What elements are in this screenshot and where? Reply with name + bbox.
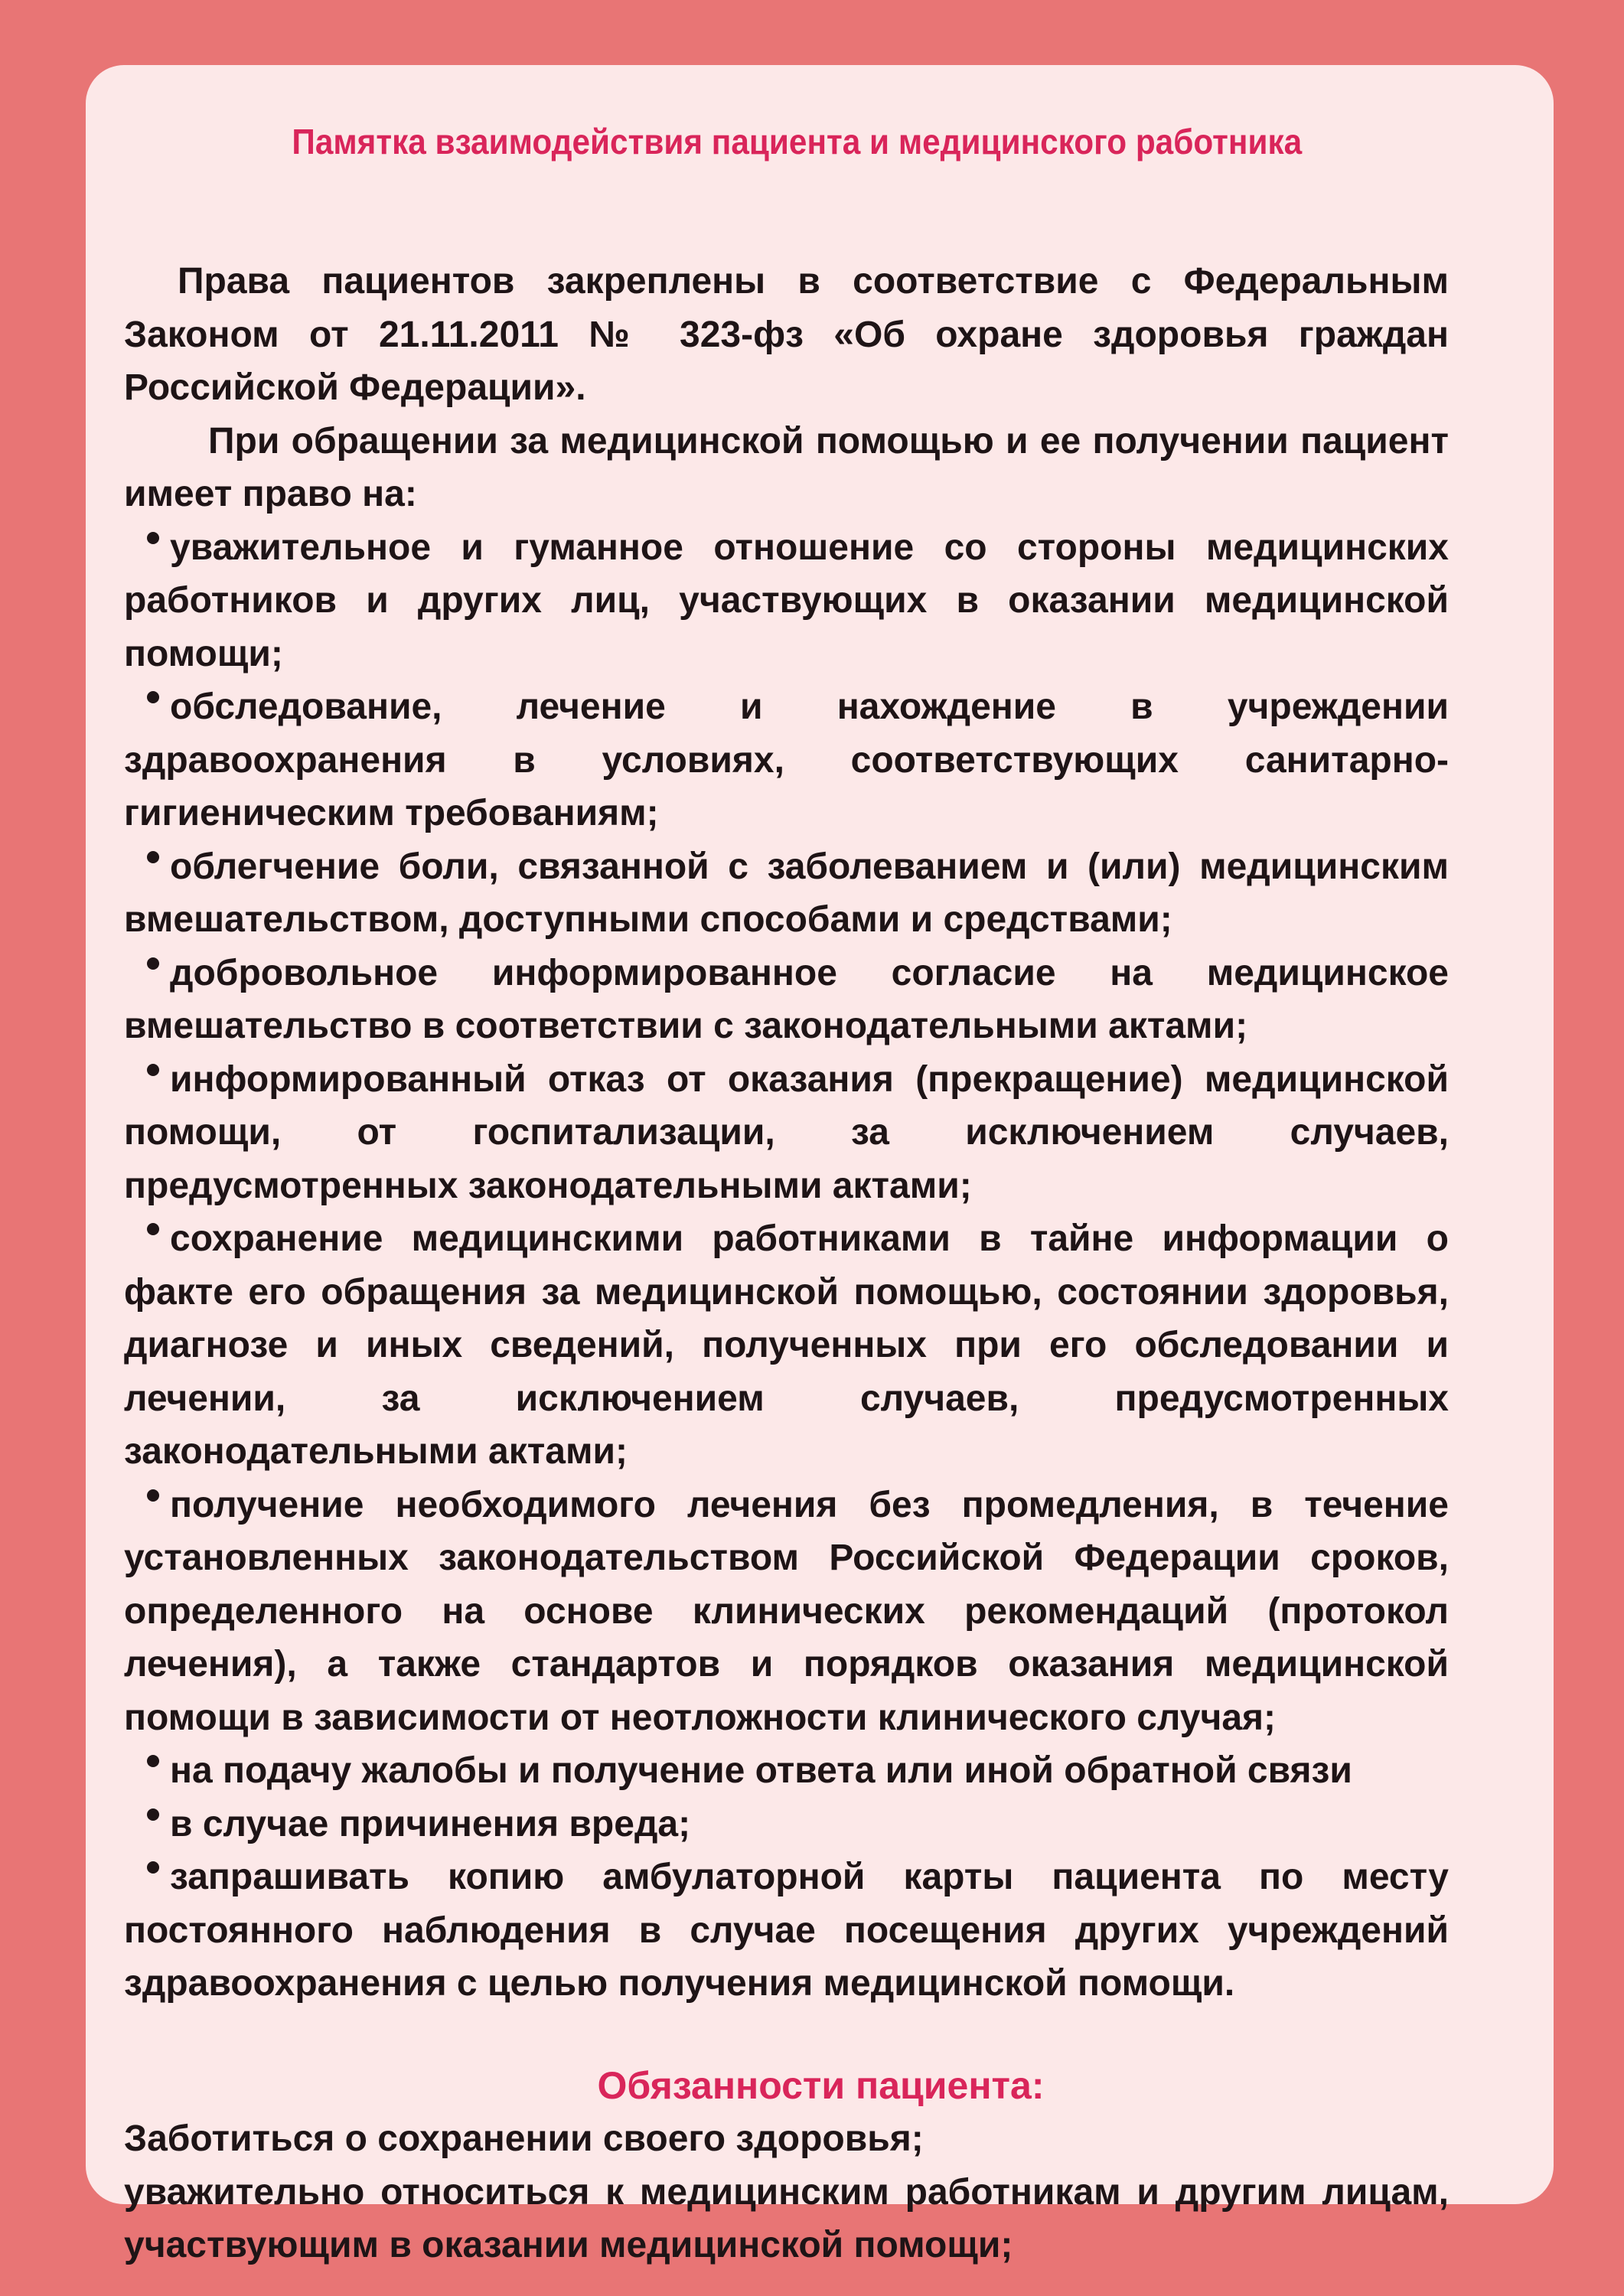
bullet-icon (147, 1861, 159, 1874)
duties-list-item: Заботиться о сохранении своего здоровья; (124, 2118, 924, 2159)
rights-list-item: обследование, лечение и нахождение в учреждении здравоохранения в условиях, соответствующих санитарно-гигиеническим требованиям; (124, 687, 1449, 833)
rights-list-item: на подачу жалобы и получение ответа или иной обратной связи (124, 1744, 1449, 1798)
rights-list-item: получение необходимого лечения без промедления, в течение установленных законодательством Российской Федерации сроков, определенного на основе клинических рекомендаций (протокол лечения), а также стандартов и порядков оказания медицинской помощи в зависимости от неотложности клинического случая; (124, 1484, 1449, 1738)
rights-list-item: запрашивать копию амбулаторной карты пациента по месту постоянного наблюдения в случае посещения других учреждений здравоохранения с целью получения медицинской помощи. (124, 1857, 1449, 2004)
rights-list-item: облегчение боли, связанной с заболеванием и (или) медицинским вмешательством, доступными способами и средствами; (124, 846, 1449, 940)
rights-list-item: сохранение медицинскими работниками в тайне информации о факте его обращения за медицинской помощью, состоянии здоровья, диагнозе и иных сведений, полученных при его обследовании и лечении, за исключением случаев, предусмотренных законодательными актами; (124, 1218, 1449, 1472)
duties-list-item: уважительно относиться к медицинским работникам и другим лицам, участвующим в оказании медицинской помощи; (124, 2171, 1449, 2265)
bullet-icon (147, 957, 159, 970)
bullet-icon (147, 1755, 159, 1767)
page-title: Памятка взаимодействия пациента и медицинского работника (292, 122, 1303, 161)
intro-paragraph-law: Права пациентов закреплены в соответствие с Федеральным Законом от 21.11.2011 № 323-фз «Об охране здоровья граждан Российской Федерации». (124, 261, 1449, 408)
bullet-icon (147, 851, 159, 863)
rights-list-item: в случае причинения вреда; (124, 1798, 1449, 1851)
memo-body (124, 255, 1449, 2272)
bullet-icon (147, 532, 159, 544)
duties-heading: Обязанности пациента: (597, 2063, 1045, 2107)
bullet-icon (147, 1489, 159, 1502)
rights-list-item: уважительное и гуманное отношение со стороны медицинских работников и других лиц, участвующих в оказании медицинской помощи; (124, 527, 1449, 674)
memo-card (86, 65, 1554, 2265)
duties-list (124, 2112, 1449, 2272)
rights-list-item: добровольное информированное согласие на медицинское вмешательство в соответствии с законодательными актами; (124, 952, 1449, 1046)
rights-list-item: информированный отказ от оказания (прекращение) медицинской помощи, от госпитализации, за исключением случаев, предусмотренных законодательными актами; (124, 1058, 1449, 1206)
bullet-icon (147, 1223, 159, 1235)
rights-list (124, 521, 1449, 2011)
intro-paragraph-rights: При обращении за медицинской помощью и ее получении пациент имеет право на: (124, 420, 1449, 514)
bullet-icon (147, 1064, 159, 1076)
bullet-icon (147, 691, 159, 703)
bullet-icon (147, 1808, 159, 1821)
